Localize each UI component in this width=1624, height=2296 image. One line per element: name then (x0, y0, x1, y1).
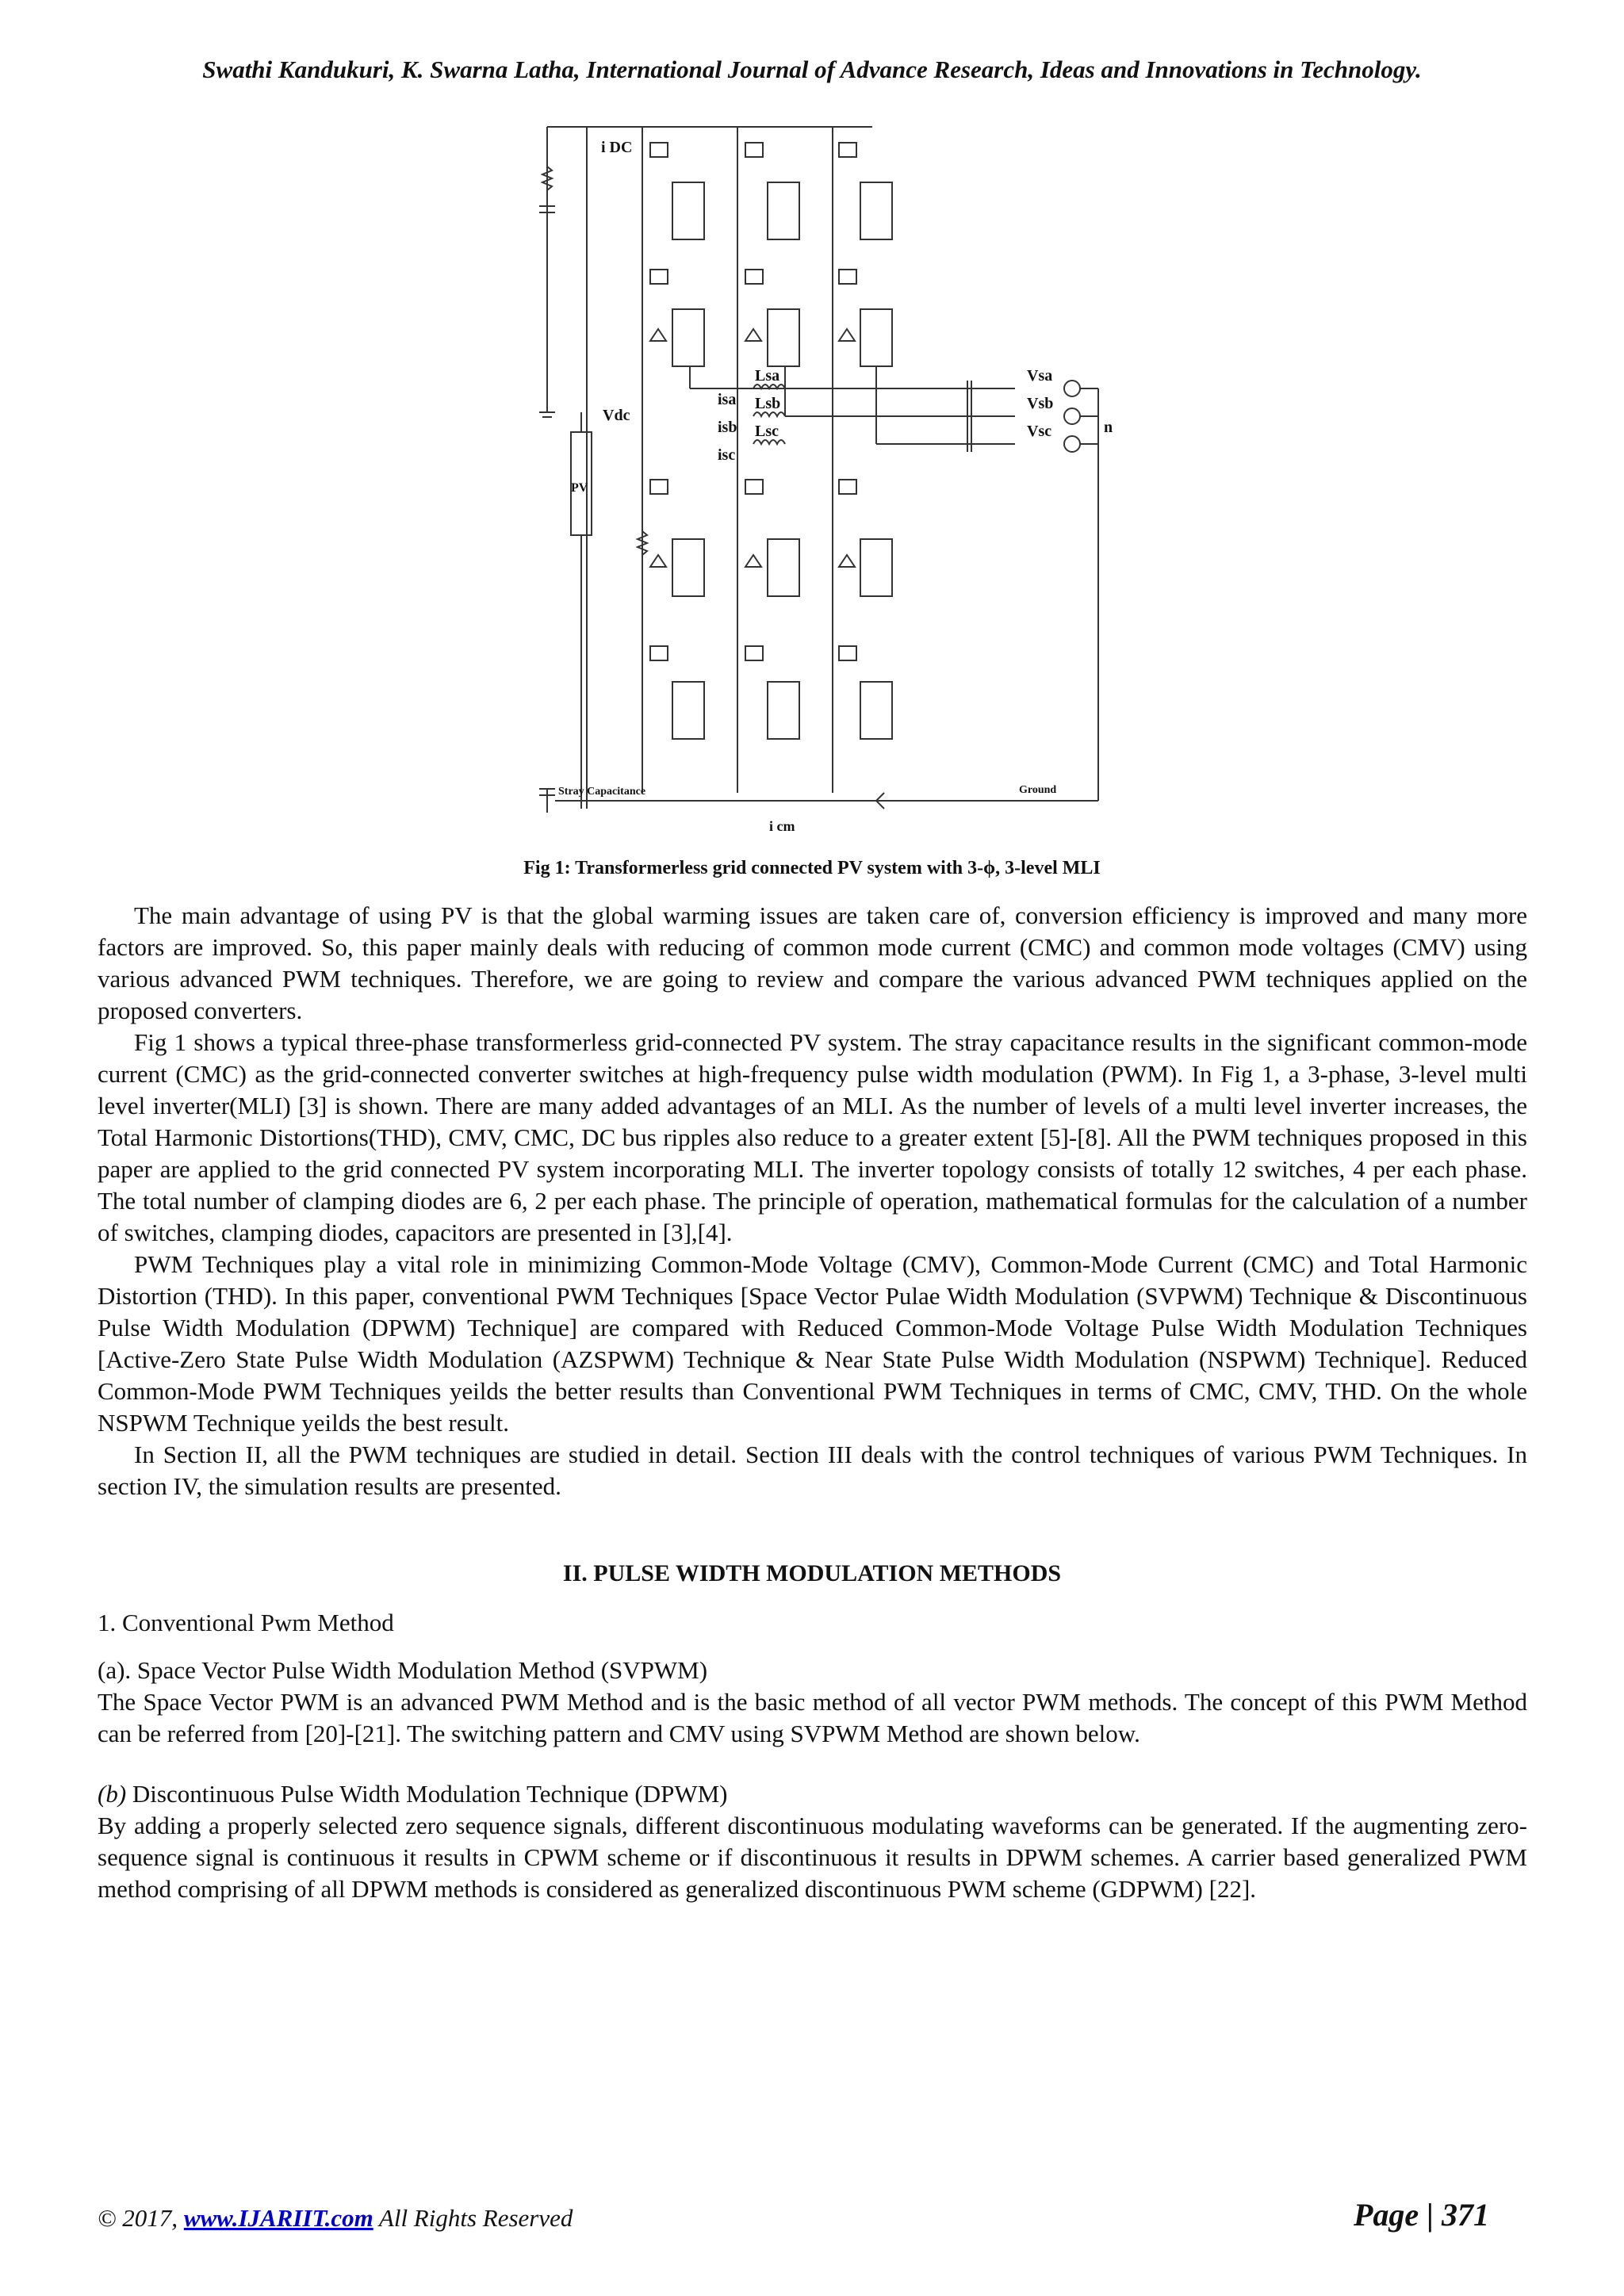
dpwm-section (98, 1778, 1527, 1905)
dpwm-title-rest: Discontinuous Pulse Width Modulation Technique (DPWM) (126, 1780, 728, 1808)
intro-paragraphs (98, 900, 1527, 1502)
footer-copyright (98, 2204, 573, 2233)
paragraph: The main advantage of using PV is that the global warming issues are taken care of, conversion efficiency is improved and many more factors are improved. So, this paper mainly deals with reducing of common mode current (CMC) and common mode voltages (CMV) using various advanced PWM techniques. Therefore, we are going to review and compare the various advanced PWM techniques applied on the proposed converters. (98, 901, 1527, 1024)
pv-label: PV (571, 481, 588, 495)
svpwm-section (98, 1655, 1527, 1750)
paragraph: In Section II, all the PWM techniques are studied in detail. Section III deals with the control techniques of various PWM Techniques. In section IV, the simulation results are presented. (98, 1441, 1527, 1500)
page-number: Page | 371 (1354, 2197, 1489, 2233)
stray-capacitance-label: Stray Capacitance (558, 786, 646, 798)
isc-label: isc (718, 446, 736, 464)
lsb-label: Lsb (755, 395, 781, 412)
lsc-label: Lsc (755, 423, 779, 440)
subsection-title: 1. Conventional Pwm Method (98, 1609, 394, 1636)
paragraph: PWM Techniques play a vital role in minimizing Common-Mode Voltage (CMV), Common-Mode Current (CMC) and Total Harmonic Distortion (THD). In this paper, conventional PWM Techniques [Space Vector Pulae Width Modulation (SVPWM) Technique & Discontinuous Pulse Width Modulation (DPWM) Technique] are compared with Reduced Common-Mode Voltage Pulse Width Modulation Techniques [Active-Zero State Pulse Width Modulation (AZSPWM) Technique & Near State Pulse Width Modulation (NSPWM) Technique]. Reduced Common-Mode PWM Techniques yeilds the better results than Conventional PWM Techniques in terms of CMC, CMV, THD. On the whole NSPWM Technique yeilds the best result. (98, 1250, 1527, 1437)
website-link[interactable]: www.IJARIIT.com (183, 2204, 373, 2232)
vsc-label: Vsc (1027, 423, 1052, 440)
isa-label: isa (718, 391, 737, 408)
svpwm-text: The Space Vector PWM is an advanced PWM Method and is the basic method of all vector PWM methods. The concept of this PWM Method can be referred from [20]-[21]. The switching pattern and CMV using SVPWM Method are shown below. (98, 1688, 1527, 1747)
circuit-diagram (539, 119, 1126, 840)
vsa-label: Vsa (1027, 367, 1053, 385)
circuit-figure (539, 119, 1126, 840)
vsb-label: Vsb (1027, 395, 1054, 412)
dpwm-title (98, 1778, 1527, 1810)
lsa-label: Lsa (755, 367, 780, 385)
paragraph: Fig 1 shows a typical three-phase transformerless grid-connected PV system. The stray capacitance results in the significant common-mode current (CMC) as the grid-connected converter switches at high-frequency pulse width modulation (PWM). In Fig 1, a 3-phase, 3-level multi level inverter(MLI) [3] is shown. There are many added advantages of an MLI. As the number of levels of a multi level inverter increases, the Total Harmonic Distortions(THD), CMV, CMC, DC bus ripples also reduce to a greater extent [5]-[8]. All the PWM techniques proposed in this paper are applied to the grid connected PV system incorporating MLI. The inverter topology consists of totally 12 switches, 4 per each phase. The total number of clamping diodes are 6, 2 per each phase. The principle of operation, mathematical formulas for the calculation of a number of switches, clamping diodes, capacitors are presented in [3],[4]. (98, 1028, 1527, 1246)
running-header: Swathi Kandukuri, K. Swarna Latha, International Journal of Advance Research, Ideas and Innovations in Technology. (202, 55, 1422, 83)
ground-label: Ground (1019, 784, 1057, 796)
n-label: n (1104, 419, 1113, 436)
vdc-label: Vdc (603, 407, 630, 424)
dpwm-text: By adding a properly selected zero sequence signals, different discontinuous modulating waveforms can be generated. If the augmenting zero-sequence signal is continuous it results in CPWM scheme or if discontinuous it results in DPWM schemes. A carrier based generalized PWM method comprising of all DPWM methods is considered as generalized discontinuous PWM scheme (GDPWM) [22]. (98, 1812, 1527, 1903)
figure-caption: Fig 1: Transformerless grid connected PV system with 3-ϕ, 3-level MLI (523, 858, 1101, 878)
svpwm-title: (a). Space Vector Pulse Width Modulation Method (SVPWM) (98, 1656, 708, 1684)
isb-label: isb (718, 419, 737, 436)
section-heading: II. PULSE WIDTH MODULATION METHODS (562, 1560, 1062, 1586)
dpwm-title-prefix: (b) (98, 1780, 127, 1808)
icm-label: i cm (769, 818, 795, 834)
copyright-text: © 2017, (98, 2204, 184, 2232)
idc-label: i DC (601, 139, 633, 156)
rights-text: All Rights Reserved (373, 2204, 573, 2232)
